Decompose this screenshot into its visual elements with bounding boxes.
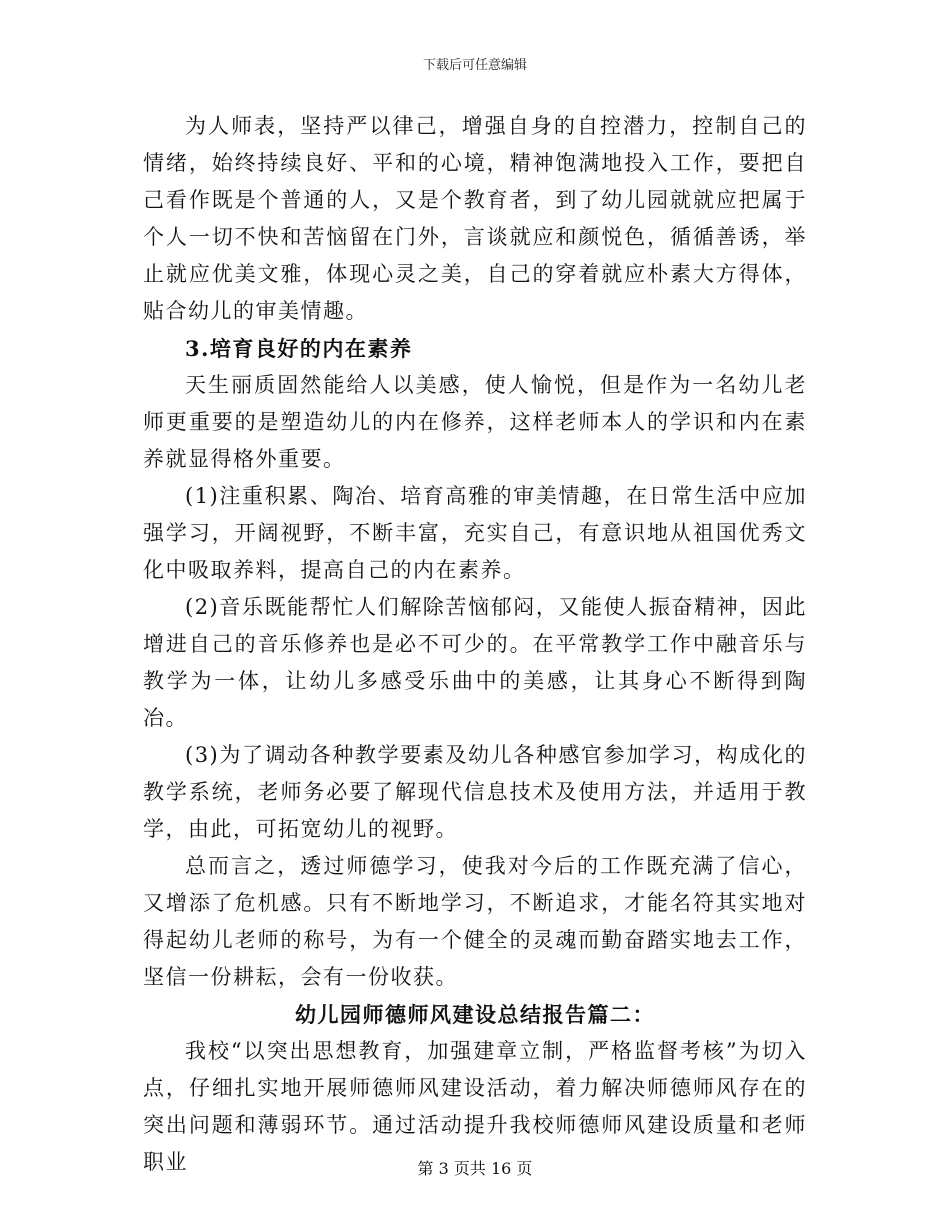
paragraph-continued: 为人师表，坚持严以律己，增强自身的自控潜力，控制自己的情绪，始终持续良好、平和的心境，精神饱满地投入工作，要把自己看作既是个普通的人，又是个教育者，到了幼儿园就就应把属于个人一切不快和苦恼留在门外，言谈就应和颜悦色，循循善诱，举止就应优美文雅，体现心灵之美，自己的穿着就应朴素大方得体，贴合幼儿的审美情趣。 xyxy=(143,114,807,323)
paragraph: 我校“以突出思想教育，加强建章立制，严格监督考核”为切入点，仔细扎实地开展师德师风建设活动，着力解决师德师风存在的突出问题和薄弱环节。通过活动提升我校师德师风建设质量和老师职业 xyxy=(143,1039,807,1174)
list-item: (2)音乐既能帮忙人们解除苦恼郁闷，又能使人振奋精神，因此增进自己的音乐修养也是必不可少的。在平常教学工作中融音乐与教学为一体，让幼儿多感受乐曲中的美感，让其身心不断得到陶冶。 xyxy=(143,595,807,730)
paragraph: 天生丽质固然能给人以美感，使人愉悦，但是作为一名幼儿老师更重要的是塑造幼儿的内在修养，这样老师本人的学识和内在素养就显得格外重要。 xyxy=(143,373,807,471)
document-body xyxy=(143,108,807,1181)
page-footer: 第 3 页共 16 页 xyxy=(417,1159,533,1178)
list-item: (1)注重积累、陶冶、培育高雅的审美情趣，在日常生活中应加强学习，开阔视野，不断丰富，充实自己，有意识地从祖国优秀文化中吸取养料，提高自己的内在素养。 xyxy=(143,484,807,582)
list-item: (3)为了调动各种教学要素及幼儿各种感官参加学习，构成化的教学系统，老师务必要了解现代信息技术及使用方法，并适用于教学，由此，可拓宽幼儿的视野。 xyxy=(143,743,807,841)
article-title: 幼儿园师德师风建设总结报告篇二： xyxy=(295,1002,655,1027)
paragraph: 总而言之，透过师德学习，使我对今后的工作既充满了信心，又增添了危机感。只有不断地学习，不断追求，才能名符其实地对得起幼儿老师的称号，为有一个健全的灵魂而勤奋踏实地去工作，坚信一份耕耘，会有一份收获。 xyxy=(143,854,807,989)
page-header: 下载后可任意编辑 xyxy=(422,58,527,73)
section-heading: 3.培育良好的内在素养 xyxy=(185,336,413,361)
